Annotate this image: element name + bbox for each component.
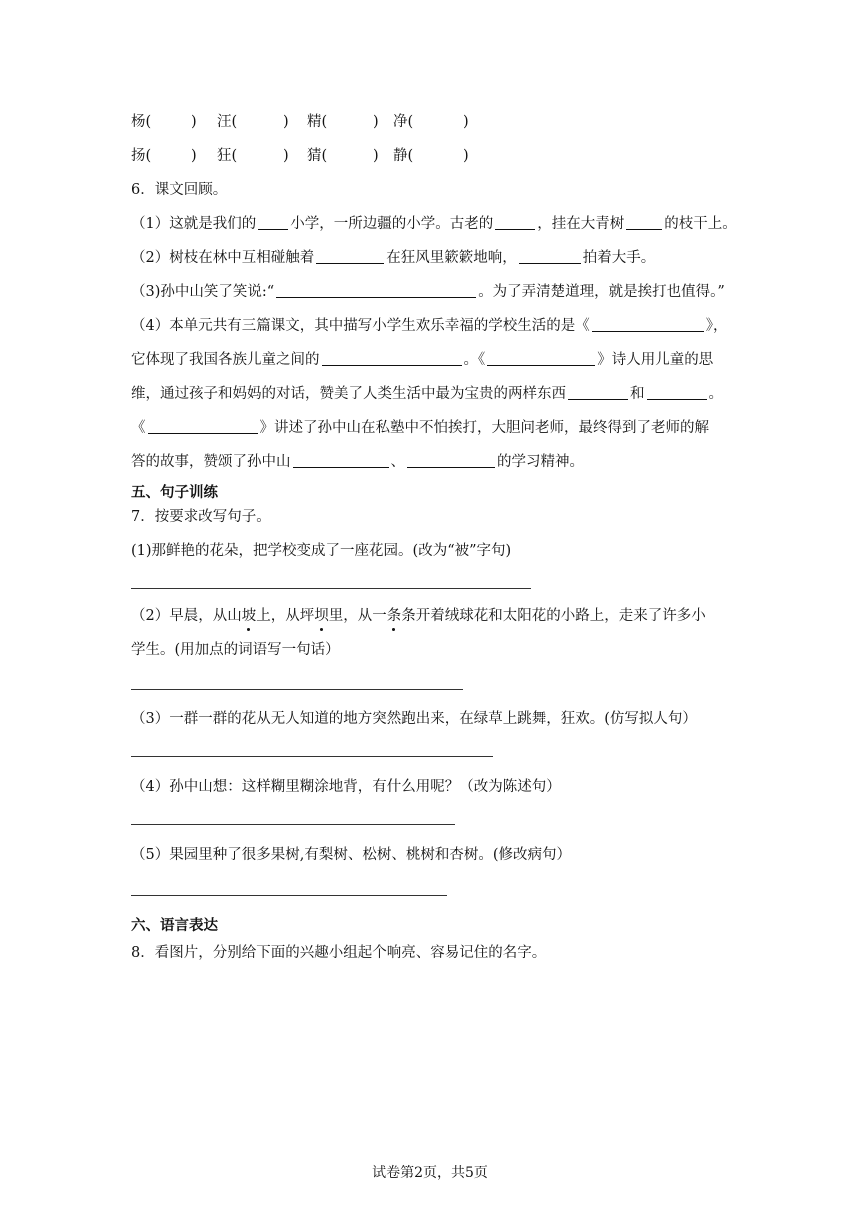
section-heading-5: 五、句子训练	[131, 485, 218, 501]
char-paren: )	[463, 114, 469, 130]
answer-blank[interactable]	[519, 249, 581, 264]
answer-blank[interactable]	[568, 385, 628, 400]
char-item: 静(	[393, 148, 414, 164]
q6-text: 答的故事，赞颂了孙中山	[131, 454, 291, 470]
answer-blank[interactable]	[592, 317, 704, 332]
char-row-1	[131, 112, 469, 132]
q6-item-4-line-2	[131, 350, 713, 370]
answer-blank[interactable]	[258, 215, 288, 230]
q7-sentence-1: (1)那鲜艳的花朵，把学校变成了一座花园。(改为“被”字句)	[131, 543, 512, 559]
char-paren: )	[283, 114, 289, 130]
q6-text: 。	[708, 386, 723, 402]
answer-blank[interactable]	[316, 249, 384, 264]
char-item: 猜(	[307, 148, 328, 164]
char-item: 汪(	[217, 114, 238, 130]
q7-text: （2）早晨，从	[131, 608, 228, 624]
q6-item-3	[131, 282, 725, 302]
page-footer: 试卷第2页，共5页	[372, 1165, 488, 1181]
q6-item-4-line-5	[131, 452, 584, 472]
char-paren: )	[191, 114, 197, 130]
dotted-word: 坪坝里	[299, 608, 344, 624]
answer-line[interactable]	[131, 588, 531, 589]
q6-text: 它体现了我国各族儿童之间的	[131, 352, 320, 368]
q7-sentence-3: （3）一群一群的花从无人知道的地方突然跑出来，在绿草上跳舞，狂欢。(仿写拟人句）	[131, 711, 697, 727]
section-heading-6: 六、语言表达	[131, 918, 218, 934]
char-paren: )	[463, 148, 469, 164]
char-item: 精(	[307, 114, 328, 130]
q7-sentence-2-line-2: 学生。(用加点的词语写一句话）	[131, 642, 340, 658]
q6-text: 》讲述了孙中山在私塾中不怕挨打，大胆问老师，最终得到了老师的解	[259, 420, 709, 436]
q6-text: （3)孙中山笑了笑说:“	[131, 284, 275, 300]
q6-text: 拍着大手。	[582, 250, 656, 266]
answer-line[interactable]	[131, 756, 493, 757]
q6-text: （1）这就是我们的	[131, 216, 257, 232]
answer-blank[interactable]	[487, 351, 595, 366]
q6-item-1	[131, 214, 737, 234]
q6-text: （2）树枝在林中互相碰触着	[131, 250, 315, 266]
char-item: 净(	[393, 114, 414, 130]
q6-item-4-line-3	[131, 384, 723, 404]
answer-line[interactable]	[131, 895, 447, 896]
char-item: 狂(	[217, 148, 238, 164]
answer-blank[interactable]	[276, 283, 476, 298]
q6-text: 小学，一所边疆的小学。古老的	[290, 216, 494, 232]
q6-text: 的枝干上。	[664, 216, 737, 232]
q6-text: 》诗人用儿童的思	[597, 352, 714, 368]
q6-text: 、	[390, 454, 405, 470]
char-item: 扬(	[131, 148, 152, 164]
q7-title: 7．按要求改写句子。	[131, 509, 271, 525]
q7-sentence-5: （5）果园里种了很多果树,有梨树、松树、桃树和杏树。(修改病句）	[131, 847, 571, 863]
q7-text: ，从	[343, 608, 373, 624]
dotted-word: 山坡上	[227, 608, 271, 624]
answer-blank[interactable]	[647, 385, 707, 400]
q6-text: （4）本单元共有三篇课文，其中描写小学生欢乐幸福的学校生活的是《	[131, 318, 590, 334]
answer-blank[interactable]	[407, 453, 495, 468]
answer-line[interactable]	[131, 689, 463, 690]
q8-text: 8．看图片，分别给下面的兴趣小组起个响亮、容易记住的名字。	[131, 945, 547, 961]
q6-text: 。《	[463, 352, 486, 368]
q6-item-2	[131, 248, 655, 268]
char-paren: )	[373, 114, 379, 130]
char-row-2	[131, 146, 469, 166]
q6-text: 》，	[705, 318, 728, 334]
answer-blank[interactable]	[626, 215, 662, 230]
q7-sentence-2-line-1	[131, 606, 706, 626]
q6-text: ，挂在大青树	[537, 216, 625, 232]
char-paren: )	[373, 148, 379, 164]
char-paren: )	[283, 148, 289, 164]
q6-text: 维，通过孩子和妈妈的对话，赞美了人类生活中最为宝贵的两样东西	[131, 386, 566, 402]
q6-item-4-line-4	[131, 418, 709, 438]
q6-text: 在狂风里簌簌地响，	[386, 250, 517, 266]
q7-sentence-4: （4）孙中山想：这样糊里糊涂地背，有什么用呢？（改为陈述句）	[131, 779, 561, 795]
q6-text: 《	[131, 420, 146, 436]
answer-blank[interactable]	[293, 453, 389, 468]
q6-item-4-line-1	[131, 316, 727, 336]
answer-blank[interactable]	[148, 419, 258, 434]
q6-text: 和	[630, 386, 645, 402]
q6-text: 。为了弄清楚道理，就是挨打也值得。”	[478, 284, 725, 300]
q7-text: ，从	[270, 608, 300, 624]
answer-line[interactable]	[131, 824, 455, 825]
answer-blank[interactable]	[495, 215, 535, 230]
char-item: 杨(	[131, 114, 152, 130]
answer-blank[interactable]	[322, 351, 462, 366]
char-paren: )	[191, 148, 197, 164]
q6-text: 的学习精神。	[497, 454, 584, 470]
q7-text: 开着绒球花和太阳花的小路上，走来了许多小	[415, 608, 706, 624]
dotted-word: 一条条	[372, 608, 416, 624]
q6-title: 6．课文回顾。	[131, 182, 228, 198]
